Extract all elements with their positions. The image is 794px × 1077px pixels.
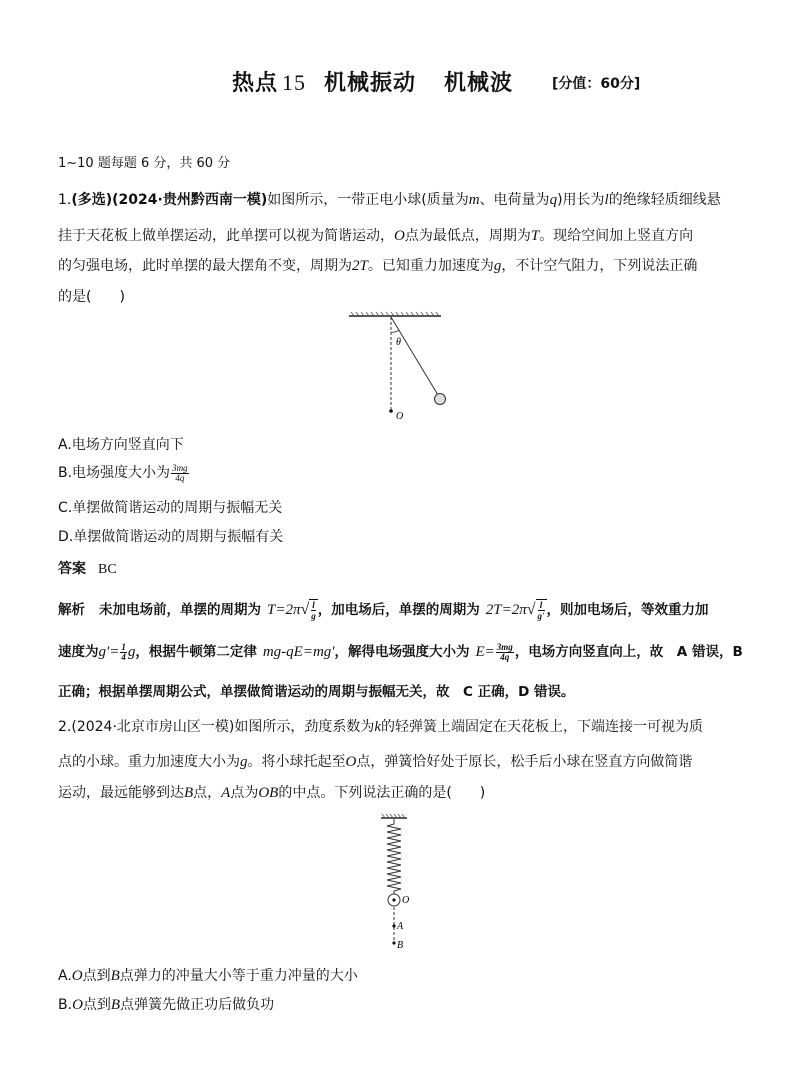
q2-line2: 点的小球。重力加速度大小为g。将小球托起至O点，弹簧恰好处于原长，松手后小球在竖直方向做简谐	[58, 754, 693, 770]
q1-source: (2024·贵州黔西南一模)	[112, 192, 268, 208]
intro-line: 1~10 题每题 6 分，共 60 分	[58, 156, 231, 171]
sqrt-fraction: $\frac{l}{g'}$	[537, 600, 545, 621]
point-b-dot	[392, 941, 395, 944]
sqrt-fraction: $\frac{l}{g}$	[311, 600, 316, 621]
answer-label: 答案	[58, 561, 86, 577]
pendulum-string	[391, 317, 438, 395]
fraction: $\frac{3mg}{4q}$	[172, 462, 188, 483]
spring-coil	[387, 819, 401, 894]
o-label: O	[396, 411, 404, 422]
q1-option-d: D.单摆做简谐运动的周期与振幅有关	[58, 529, 284, 545]
angle-arc	[391, 330, 399, 332]
title-number: 15	[282, 70, 307, 95]
a-label: A	[397, 921, 404, 932]
page-title	[232, 66, 513, 97]
q2-source: 2.(2024·北京市房山区一模)	[58, 719, 235, 735]
fraction: $\frac{3mg}{4q}$	[496, 641, 513, 662]
o-label: O	[402, 895, 410, 906]
q1-answer	[58, 558, 117, 578]
q1-tag: (多选)	[71, 192, 113, 208]
q1-option-a: A.电场方向竖直向下	[58, 437, 184, 453]
q2-line1: 2.(2024·北京市房山区一模)如图所示，劲度系数为k的轻弹簧上端固定在天花板上，下端连接一可视为质	[58, 719, 704, 735]
theta-label: θ	[396, 337, 401, 348]
pendulum-ball	[435, 394, 446, 405]
q1-option-b: B.电场强度大小为 $\frac{3mg}{4q}$	[58, 462, 188, 483]
title-part1: 机械振动	[324, 71, 417, 96]
b-label: B	[397, 940, 404, 951]
point-o-dot	[392, 898, 395, 901]
title-part2: 机械波	[444, 71, 514, 96]
q1-line1: 1.(多选)(2024·贵州黔西南一模)如图所示，一带正电小球(质量为m、电荷量为q)用长为l的绝缘轻质细线悬	[58, 192, 721, 208]
q1-explanation-line1: 解析 未加电场前，单摆的周期为 T=2π√ $\frac{l}{g}$ ，加电场后，单摆的周期为 2T=2π√ $\frac{l}{g'}$ ，则加电场后，等效重力加	[58, 600, 709, 621]
q2-line3: 运动，最远能够到达B点，A点为OB的中点。下列说法正确的是( )	[58, 785, 486, 801]
ceiling-hatch	[349, 312, 441, 316]
q2-option-a: A.O点到B点弹力的冲量大小等于重力冲量的大小	[58, 968, 358, 984]
q1-explanation-line3: 正确；根据单摆周期公式，单摆做简谐运动的周期与振幅无关，故 C 正确，D 错误。	[58, 684, 575, 700]
q1-line3: 的匀强电场，此时单摆的最大摆角不变，周期为2T。已知重力加速度为g，不计空气阻力，下列说法正确	[58, 258, 698, 274]
q1-line4: 的是( )	[58, 289, 125, 305]
score-label: [分值：60分]	[552, 76, 641, 92]
fraction: $\frac{1}{4}$	[121, 641, 126, 662]
answer-value: BC	[98, 562, 117, 577]
ceiling-hatch	[381, 814, 407, 818]
point-o-dot	[389, 409, 393, 413]
pendulum-figure	[345, 310, 455, 425]
point-a-dot	[392, 924, 395, 927]
q1-option-c: C.单摆做简谐运动的周期与振幅无关	[58, 500, 283, 516]
title-prefix: 热点	[232, 71, 279, 96]
spring-figure	[372, 812, 422, 957]
q2-option-b: B.O点到B点弹簧先做正功后做负功	[58, 997, 275, 1013]
q1-line2: 挂于天花板上做单摆运动，此单摆可以视为简谐运动，O点为最低点，周期为T。现给空间加上竖直方向	[58, 228, 694, 244]
q1-explanation-line2: 速度为g'= $\frac{1}{4}$ g，根据牛顿第二定律 mg-qE=mg'，解得电场强度大小为 E= $\frac{3mg}{4q}$ ，电场方向竖直向上，故 A 错误，B	[58, 641, 743, 662]
